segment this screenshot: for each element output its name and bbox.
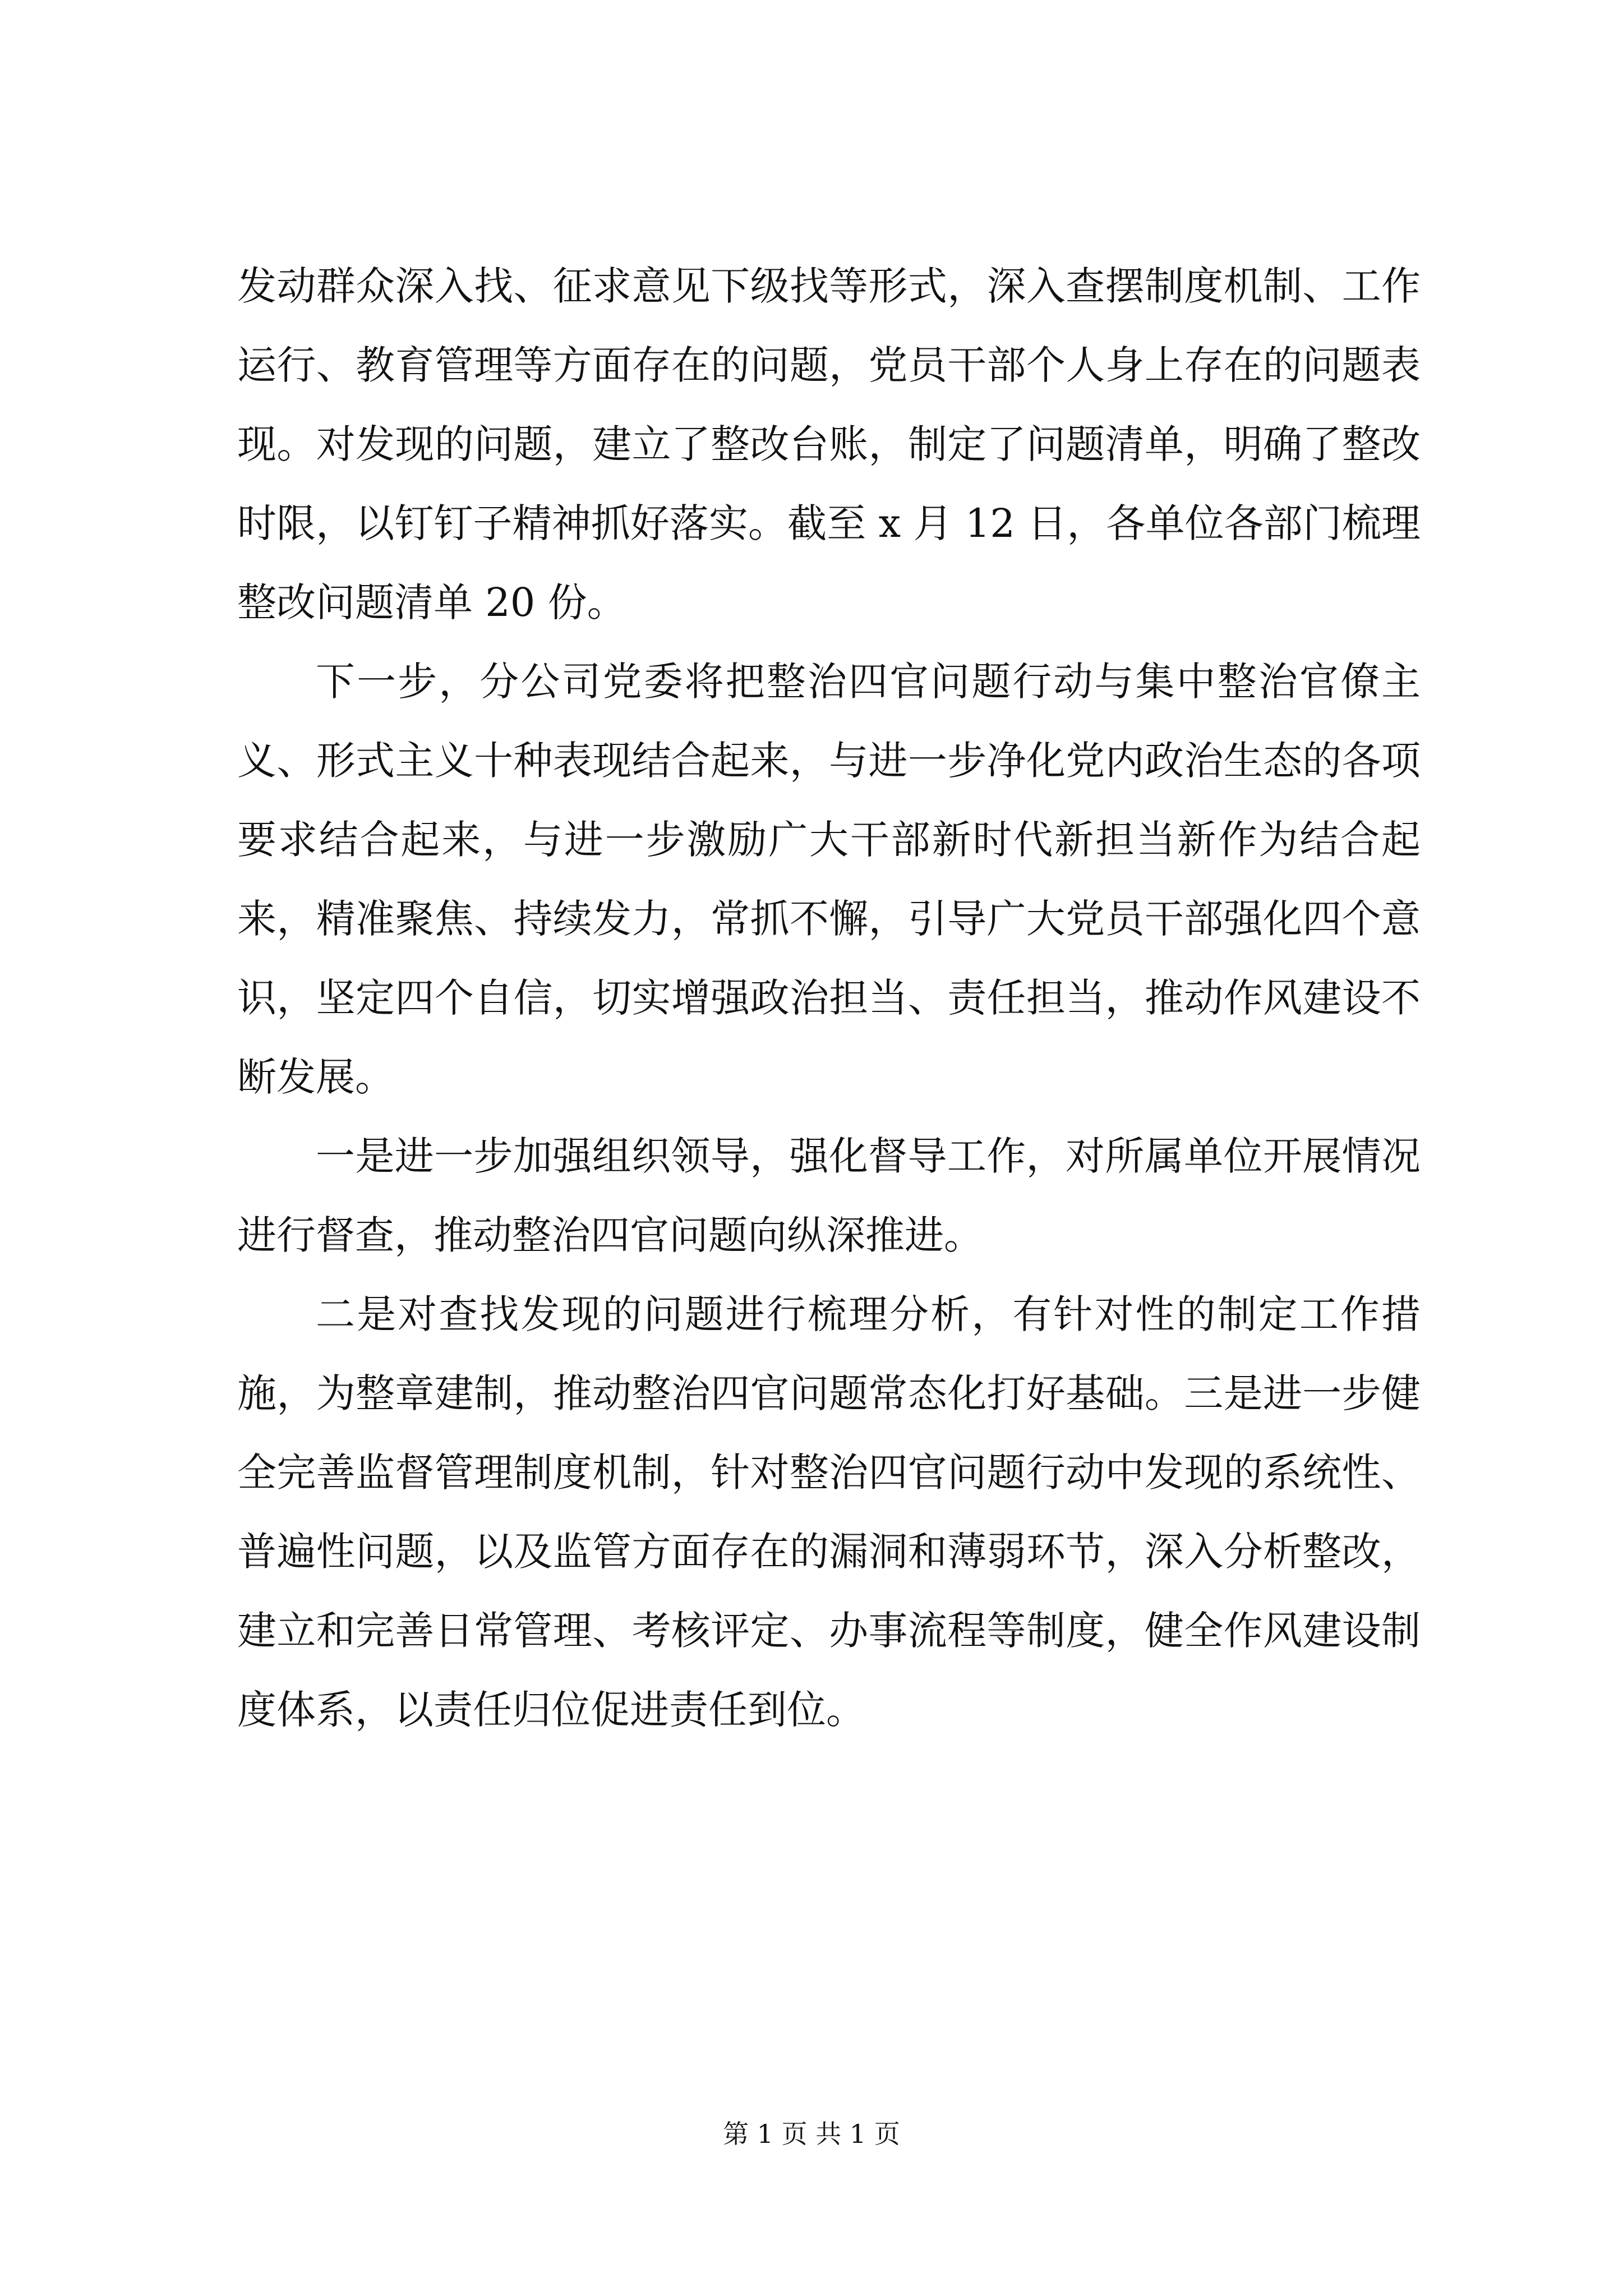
paragraph-point-one: 一是进一步加强组织领导，强化督导工作，对所属单位开展情况进行督查，推动整治四官问题向纵深推进。	[237, 1133, 1421, 1258]
paragraph-point-two-three: 二是对查找发现的问题进行梳理分析，有针对性的制定工作措施，为整章建制，推动整治四官问题常态化打好基础。三是进一步健全完善监督管理制度机制，针对整治四官问题行动中发现的系统性、普遍性问题，以及监管方面存在的漏洞和薄弱环节，深入分析整改，建立和完善日常管理、考核评定、办事流程等制度，健全作风建设制度体系，以责任归位促进责任到位。	[237, 1291, 1421, 1733]
paragraph-next-steps: 下一步，分公司党委将把整治四官问题行动与集中整治官僚主义、形式主义十种表现结合起来，与进一步净化党内政治生态的各项要求结合起来，与进一步激励广大干部新时代新担当新作为结合起来，精准聚焦、持续发力，常抓不懈，引导广大党员干部强化四个意识，坚定四个自信，切实增强政治担当、责任担当，推动作风建设不断发展。	[237, 659, 1421, 1100]
paragraph-continuation: 发动群众深入找、征求意见下级找等形式，深入查摆制度机制、工作运行、教育管理等方面存在的问题，党员干部个人身上存在的问题表现。对发现的问题，建立了整改台账，制定了问题清单，明确了整改时限，以钉钉子精神抓好落实。截至 x 月 12 日，各单位各部门梳理整改问题清单 20 份。	[237, 263, 1421, 625]
document-body	[237, 247, 1421, 1750]
page-footer: 第 1 页 共 1 页	[723, 2119, 900, 2149]
